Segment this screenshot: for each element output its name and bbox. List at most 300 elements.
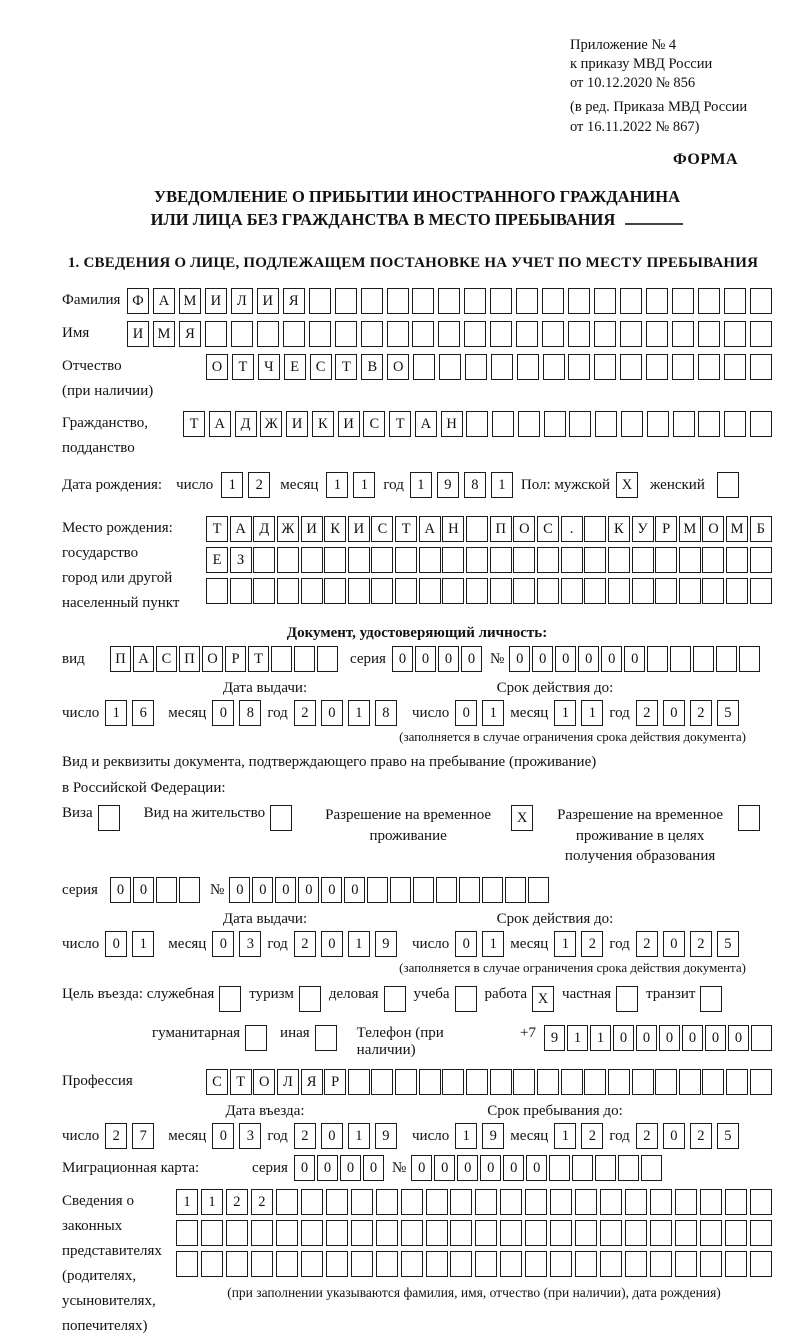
char-box[interactable] — [650, 1220, 672, 1246]
char-box[interactable] — [620, 288, 642, 314]
char-box[interactable]: 1 — [482, 700, 504, 726]
char-box[interactable] — [537, 578, 559, 604]
char-box[interactable]: 0 — [411, 1155, 432, 1181]
char-box[interactable] — [156, 877, 177, 903]
char-box[interactable]: 2 — [248, 472, 270, 498]
char-box[interactable]: 0 — [663, 1123, 685, 1149]
char-box[interactable]: З — [230, 547, 252, 573]
char-box[interactable] — [594, 288, 616, 314]
char-box[interactable] — [371, 578, 393, 604]
char-box[interactable]: 0 — [321, 877, 342, 903]
char-box[interactable] — [395, 578, 417, 604]
char-box[interactable] — [251, 1220, 273, 1246]
char-box[interactable] — [679, 1069, 701, 1095]
char-box[interactable] — [600, 1189, 622, 1215]
char-box[interactable] — [672, 321, 694, 347]
char-box[interactable] — [518, 411, 540, 437]
char-box[interactable]: Т — [389, 411, 411, 437]
char-box[interactable]: 1 — [410, 472, 432, 498]
char-box[interactable]: 0 — [480, 1155, 501, 1181]
char-box[interactable]: 5 — [717, 1123, 739, 1149]
char-box[interactable] — [201, 1251, 223, 1277]
char-box[interactable] — [387, 321, 409, 347]
char-box[interactable]: 1 — [132, 931, 154, 957]
char-box[interactable]: 2 — [636, 700, 658, 726]
char-box[interactable] — [594, 321, 616, 347]
char-box[interactable] — [276, 1189, 298, 1215]
char-box[interactable]: 8 — [375, 700, 397, 726]
char-box[interactable]: Р — [324, 1069, 346, 1095]
char-box[interactable] — [500, 1251, 522, 1277]
char-box[interactable]: 1 — [348, 1123, 370, 1149]
char-box[interactable] — [608, 1069, 630, 1095]
char-box[interactable] — [513, 578, 535, 604]
char-box[interactable]: 0 — [457, 1155, 478, 1181]
char-box[interactable]: 0 — [340, 1155, 361, 1181]
char-box[interactable]: Л — [277, 1069, 299, 1095]
char-box[interactable]: О — [513, 516, 535, 542]
char-box[interactable]: 5 — [717, 931, 739, 957]
char-box[interactable] — [500, 1220, 522, 1246]
char-box[interactable]: К — [324, 516, 346, 542]
char-box[interactable] — [594, 354, 616, 380]
char-box[interactable] — [751, 1025, 772, 1051]
char-box[interactable]: Т — [230, 1069, 252, 1095]
char-box[interactable] — [253, 547, 275, 573]
char-box[interactable] — [569, 411, 591, 437]
char-box[interactable] — [455, 986, 477, 1012]
char-box[interactable] — [301, 1189, 323, 1215]
char-box[interactable] — [205, 321, 227, 347]
char-box[interactable] — [450, 1220, 472, 1246]
char-box[interactable] — [475, 1251, 497, 1277]
char-box[interactable]: 3 — [239, 1123, 261, 1149]
char-box[interactable] — [584, 1069, 606, 1095]
char-box[interactable]: 0 — [212, 931, 234, 957]
char-box[interactable]: С — [206, 1069, 228, 1095]
char-box[interactable] — [750, 321, 772, 347]
char-box[interactable] — [739, 646, 760, 672]
char-box[interactable] — [376, 1189, 398, 1215]
char-box[interactable] — [679, 578, 701, 604]
char-box[interactable]: 0 — [682, 1025, 703, 1051]
char-box[interactable] — [245, 1025, 267, 1051]
char-box[interactable] — [608, 578, 630, 604]
char-box[interactable] — [401, 1189, 423, 1215]
char-box[interactable]: Я — [301, 1069, 323, 1095]
char-box[interactable] — [326, 1220, 348, 1246]
char-box[interactable]: 2 — [636, 1123, 658, 1149]
char-box[interactable]: 0 — [624, 646, 645, 672]
char-box[interactable] — [700, 986, 722, 1012]
char-box[interactable]: 0 — [321, 1123, 343, 1149]
char-box[interactable] — [561, 547, 583, 573]
char-box[interactable]: Т — [395, 516, 417, 542]
char-box[interactable] — [426, 1220, 448, 1246]
char-box[interactable]: Р — [655, 516, 677, 542]
char-box[interactable]: 0 — [105, 931, 127, 957]
char-box[interactable]: 0 — [461, 646, 482, 672]
char-box[interactable] — [176, 1220, 198, 1246]
char-box[interactable]: 1 — [348, 700, 370, 726]
char-box[interactable] — [646, 321, 668, 347]
char-box[interactable]: Д — [253, 516, 275, 542]
char-box[interactable] — [361, 288, 383, 314]
char-box[interactable] — [490, 578, 512, 604]
char-box[interactable]: 1 — [491, 472, 513, 498]
char-box[interactable] — [675, 1189, 697, 1215]
char-box[interactable] — [376, 1251, 398, 1277]
char-box[interactable] — [516, 288, 538, 314]
char-box[interactable] — [376, 1220, 398, 1246]
char-box[interactable] — [550, 1189, 572, 1215]
char-box[interactable] — [620, 354, 642, 380]
char-box[interactable]: 2 — [581, 1123, 603, 1149]
char-box[interactable] — [276, 1220, 298, 1246]
char-box[interactable] — [277, 547, 299, 573]
char-box[interactable]: 9 — [437, 472, 459, 498]
char-box[interactable] — [700, 1251, 722, 1277]
char-box[interactable] — [277, 578, 299, 604]
char-box[interactable]: 0 — [728, 1025, 749, 1051]
char-box[interactable] — [675, 1220, 697, 1246]
char-box[interactable]: М — [153, 321, 175, 347]
char-box[interactable] — [326, 1189, 348, 1215]
char-box[interactable] — [459, 877, 480, 903]
char-box[interactable] — [537, 1069, 559, 1095]
char-box[interactable] — [419, 578, 441, 604]
char-box[interactable]: А — [415, 411, 437, 437]
char-box[interactable] — [650, 1189, 672, 1215]
char-box[interactable] — [725, 1220, 747, 1246]
char-box[interactable] — [738, 805, 760, 831]
char-box[interactable] — [450, 1189, 472, 1215]
char-box[interactable] — [348, 1069, 370, 1095]
char-box[interactable] — [625, 1220, 647, 1246]
char-box[interactable] — [516, 321, 538, 347]
char-box[interactable] — [575, 1189, 597, 1215]
char-box[interactable]: Ж — [277, 516, 299, 542]
char-box[interactable] — [226, 1251, 248, 1277]
char-box[interactable] — [600, 1251, 622, 1277]
char-box[interactable]: Ф — [127, 288, 149, 314]
char-box[interactable] — [419, 1069, 441, 1095]
char-box[interactable] — [647, 646, 668, 672]
char-box[interactable] — [568, 354, 590, 380]
char-box[interactable] — [575, 1251, 597, 1277]
char-box[interactable]: 1 — [554, 700, 576, 726]
char-box[interactable]: 0 — [298, 877, 319, 903]
char-box[interactable] — [299, 986, 321, 1012]
char-box[interactable]: 0 — [212, 1123, 234, 1149]
char-box[interactable] — [595, 411, 617, 437]
char-box[interactable]: И — [348, 516, 370, 542]
char-box[interactable] — [513, 547, 535, 573]
char-box[interactable]: 0 — [509, 646, 530, 672]
char-box[interactable]: 1 — [455, 1123, 477, 1149]
char-box[interactable] — [439, 354, 461, 380]
char-box[interactable] — [491, 354, 513, 380]
char-box[interactable] — [673, 411, 695, 437]
char-box[interactable]: 1 — [482, 931, 504, 957]
char-box[interactable]: Н — [442, 516, 464, 542]
char-box[interactable]: 2 — [226, 1189, 248, 1215]
char-box[interactable] — [724, 288, 746, 314]
char-box[interactable]: Т — [232, 354, 254, 380]
char-box[interactable] — [251, 1251, 273, 1277]
char-box[interactable]: У — [632, 516, 654, 542]
char-box[interactable] — [371, 1069, 393, 1095]
char-box[interactable] — [528, 877, 549, 903]
char-box[interactable] — [641, 1155, 662, 1181]
char-box[interactable] — [750, 1189, 772, 1215]
char-box[interactable] — [575, 1220, 597, 1246]
char-box[interactable]: 2 — [690, 1123, 712, 1149]
char-box[interactable] — [253, 578, 275, 604]
char-box[interactable]: 0 — [434, 1155, 455, 1181]
char-box[interactable]: Е — [284, 354, 306, 380]
char-box[interactable]: И — [286, 411, 308, 437]
char-box[interactable]: 1 — [590, 1025, 611, 1051]
char-box[interactable]: 5 — [717, 700, 739, 726]
char-box[interactable]: 0 — [317, 1155, 338, 1181]
char-box[interactable] — [361, 321, 383, 347]
char-box[interactable]: 0 — [212, 700, 234, 726]
char-box[interactable] — [257, 321, 279, 347]
char-box[interactable] — [505, 877, 526, 903]
char-box[interactable] — [724, 354, 746, 380]
char-box[interactable] — [466, 1069, 488, 1095]
char-box[interactable] — [675, 1251, 697, 1277]
char-box[interactable] — [475, 1220, 497, 1246]
char-box[interactable]: 9 — [482, 1123, 504, 1149]
char-box[interactable] — [371, 547, 393, 573]
char-box[interactable]: С — [310, 354, 332, 380]
char-box[interactable] — [426, 1251, 448, 1277]
char-box[interactable] — [750, 547, 772, 573]
char-box[interactable] — [525, 1189, 547, 1215]
char-box[interactable]: К — [608, 516, 630, 542]
char-box[interactable]: О — [387, 354, 409, 380]
char-box[interactable] — [625, 1251, 647, 1277]
char-box[interactable] — [465, 354, 487, 380]
char-box[interactable]: И — [127, 321, 149, 347]
char-box[interactable] — [726, 547, 748, 573]
char-box[interactable]: 1 — [201, 1189, 223, 1215]
char-box[interactable] — [537, 547, 559, 573]
char-box[interactable] — [412, 288, 434, 314]
char-box[interactable]: X — [532, 986, 554, 1012]
char-box[interactable] — [632, 1069, 654, 1095]
char-box[interactable] — [335, 321, 357, 347]
char-box[interactable] — [561, 578, 583, 604]
char-box[interactable]: П — [490, 516, 512, 542]
char-box[interactable]: 0 — [321, 700, 343, 726]
char-box[interactable]: 1 — [348, 931, 370, 957]
char-box[interactable] — [693, 646, 714, 672]
char-box[interactable]: 2 — [294, 931, 316, 957]
char-box[interactable]: 0 — [344, 877, 365, 903]
char-box[interactable] — [650, 1251, 672, 1277]
char-box[interactable] — [401, 1251, 423, 1277]
char-box[interactable] — [726, 578, 748, 604]
char-box[interactable]: 0 — [252, 877, 273, 903]
char-box[interactable] — [646, 288, 668, 314]
char-box[interactable] — [348, 578, 370, 604]
char-box[interactable]: 0 — [636, 1025, 657, 1051]
char-box[interactable] — [517, 354, 539, 380]
char-box[interactable]: 6 — [132, 700, 154, 726]
char-box[interactable] — [466, 547, 488, 573]
char-box[interactable]: Т — [206, 516, 228, 542]
char-box[interactable] — [600, 1220, 622, 1246]
char-box[interactable] — [231, 321, 253, 347]
char-box[interactable]: И — [205, 288, 227, 314]
char-box[interactable] — [219, 986, 241, 1012]
char-box[interactable]: А — [209, 411, 231, 437]
char-box[interactable]: Ж — [260, 411, 282, 437]
char-box[interactable]: К — [312, 411, 334, 437]
char-box[interactable] — [702, 578, 724, 604]
char-box[interactable] — [620, 321, 642, 347]
char-box[interactable] — [230, 578, 252, 604]
char-box[interactable] — [632, 547, 654, 573]
char-box[interactable] — [568, 321, 590, 347]
char-box[interactable]: А — [230, 516, 252, 542]
char-box[interactable]: М — [179, 288, 201, 314]
char-box[interactable] — [490, 1069, 512, 1095]
char-box[interactable]: 0 — [613, 1025, 634, 1051]
char-box[interactable]: 7 — [132, 1123, 154, 1149]
char-box[interactable]: И — [257, 288, 279, 314]
char-box[interactable] — [726, 1069, 748, 1095]
char-box[interactable] — [716, 646, 737, 672]
char-box[interactable]: 0 — [229, 877, 250, 903]
char-box[interactable]: 0 — [555, 646, 576, 672]
char-box[interactable]: Я — [283, 288, 305, 314]
char-box[interactable] — [655, 578, 677, 604]
char-box[interactable]: 1 — [567, 1025, 588, 1051]
char-box[interactable]: 0 — [392, 646, 413, 672]
char-box[interactable] — [655, 1069, 677, 1095]
char-box[interactable] — [426, 1189, 448, 1215]
char-box[interactable]: Ч — [258, 354, 280, 380]
char-box[interactable] — [271, 646, 292, 672]
char-box[interactable] — [750, 1069, 772, 1095]
char-box[interactable] — [513, 1069, 535, 1095]
char-box[interactable]: О — [206, 354, 228, 380]
char-box[interactable]: 2 — [251, 1189, 273, 1215]
char-box[interactable]: С — [363, 411, 385, 437]
char-box[interactable] — [698, 321, 720, 347]
char-box[interactable] — [475, 1189, 497, 1215]
char-box[interactable] — [492, 411, 514, 437]
char-box[interactable]: 2 — [636, 931, 658, 957]
char-box[interactable] — [525, 1251, 547, 1277]
char-box[interactable]: 1 — [353, 472, 375, 498]
char-box[interactable] — [542, 321, 564, 347]
char-box[interactable] — [438, 288, 460, 314]
char-box[interactable] — [466, 578, 488, 604]
char-box[interactable] — [179, 877, 200, 903]
char-box[interactable] — [647, 411, 669, 437]
char-box[interactable]: 1 — [581, 700, 603, 726]
char-box[interactable]: 0 — [110, 877, 131, 903]
char-box[interactable] — [717, 472, 739, 498]
char-box[interactable] — [750, 288, 772, 314]
char-box[interactable]: 1 — [326, 472, 348, 498]
char-box[interactable] — [700, 1220, 722, 1246]
char-box[interactable] — [700, 1189, 722, 1215]
char-box[interactable] — [561, 1069, 583, 1095]
char-box[interactable]: 1 — [105, 700, 127, 726]
char-box[interactable] — [702, 1069, 724, 1095]
char-box[interactable] — [276, 1251, 298, 1277]
char-box[interactable]: М — [726, 516, 748, 542]
char-box[interactable] — [724, 411, 746, 437]
char-box[interactable]: 1 — [176, 1189, 198, 1215]
char-box[interactable]: 0 — [321, 931, 343, 957]
char-box[interactable] — [550, 1251, 572, 1277]
char-box[interactable] — [618, 1155, 639, 1181]
char-box[interactable] — [176, 1251, 198, 1277]
char-box[interactable]: Л — [231, 288, 253, 314]
char-box[interactable]: 2 — [294, 1123, 316, 1149]
char-box[interactable]: 0 — [415, 646, 436, 672]
char-box[interactable] — [584, 547, 606, 573]
char-box[interactable]: 0 — [455, 700, 477, 726]
char-box[interactable] — [301, 1220, 323, 1246]
char-box[interactable] — [438, 321, 460, 347]
char-box[interactable]: П — [179, 646, 200, 672]
char-box[interactable] — [283, 321, 305, 347]
char-box[interactable]: А — [153, 288, 175, 314]
char-box[interactable]: . — [561, 516, 583, 542]
char-box[interactable]: 8 — [239, 700, 261, 726]
char-box[interactable]: 8 — [464, 472, 486, 498]
char-box[interactable] — [206, 578, 228, 604]
char-box[interactable] — [725, 1189, 747, 1215]
char-box[interactable] — [309, 321, 331, 347]
char-box[interactable]: 0 — [601, 646, 622, 672]
char-box[interactable] — [525, 1220, 547, 1246]
char-box[interactable]: 2 — [294, 700, 316, 726]
char-box[interactable]: 0 — [275, 877, 296, 903]
char-box[interactable] — [367, 877, 388, 903]
char-box[interactable] — [390, 877, 411, 903]
char-box[interactable]: О — [702, 516, 724, 542]
char-box[interactable]: А — [133, 646, 154, 672]
char-box[interactable]: 0 — [705, 1025, 726, 1051]
char-box[interactable]: 0 — [578, 646, 599, 672]
char-box[interactable]: 2 — [690, 931, 712, 957]
char-box[interactable] — [226, 1220, 248, 1246]
char-box[interactable]: Т — [183, 411, 205, 437]
char-box[interactable]: П — [110, 646, 131, 672]
char-box[interactable] — [436, 877, 457, 903]
char-box[interactable] — [632, 578, 654, 604]
char-box[interactable]: С — [371, 516, 393, 542]
char-box[interactable] — [670, 646, 691, 672]
char-box[interactable]: Т — [248, 646, 269, 672]
char-box[interactable] — [466, 516, 488, 542]
char-box[interactable] — [544, 411, 566, 437]
char-box[interactable] — [301, 1251, 323, 1277]
char-box[interactable]: Р — [225, 646, 246, 672]
char-box[interactable] — [490, 321, 512, 347]
char-box[interactable]: Д — [235, 411, 257, 437]
char-box[interactable] — [724, 321, 746, 347]
